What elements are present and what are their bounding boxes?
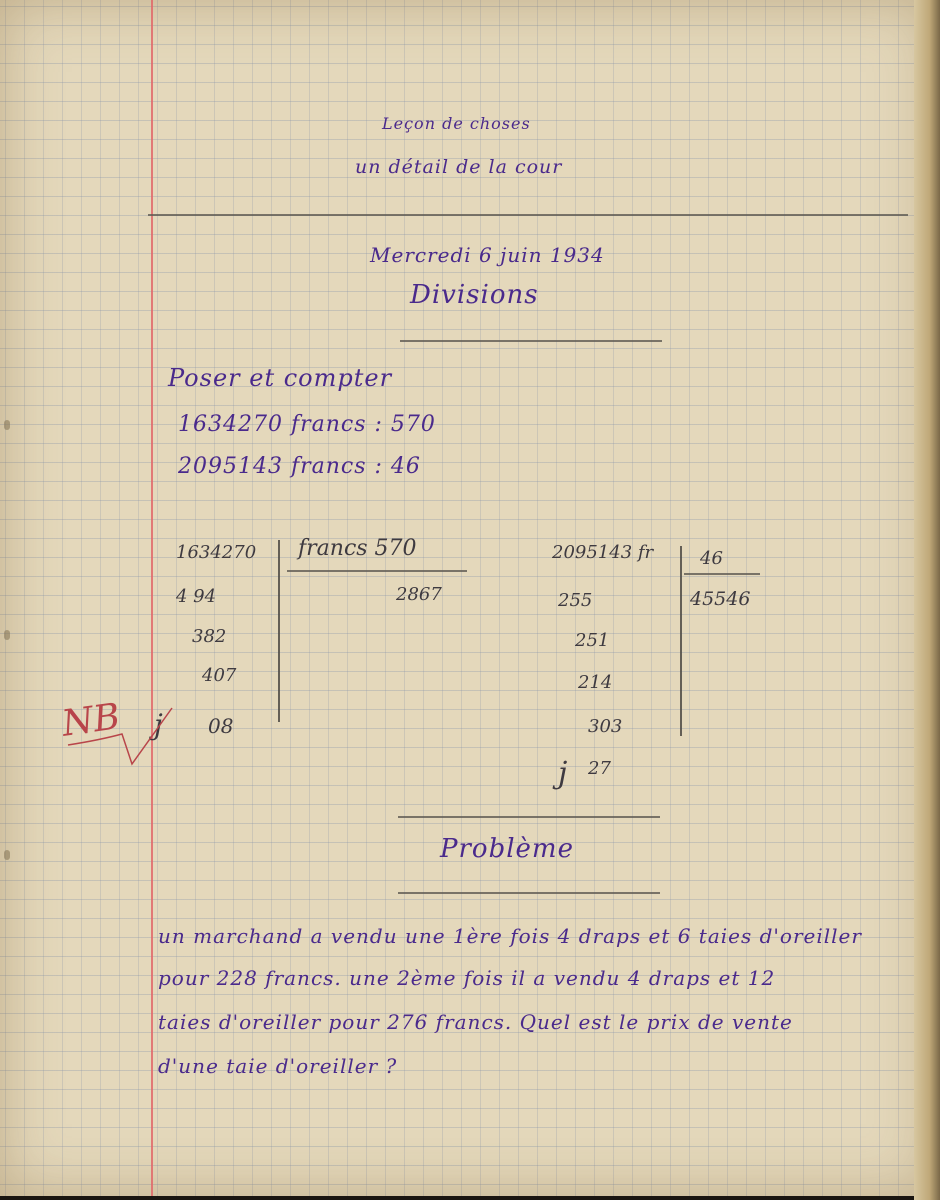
- teacher-check-icon: [60, 690, 180, 780]
- division1-quotient: 2867: [396, 584, 442, 605]
- division2-vertical-bar: [680, 546, 682, 736]
- problem-line: un marchand a vendu une 1ère fois 4 draps et 6 taies d'oreiller: [158, 924, 862, 948]
- lesson-label: Leçon de choses: [382, 114, 531, 133]
- division2-remainder-mark: j: [558, 756, 568, 791]
- division1-step: 4 94: [176, 586, 217, 607]
- division1-step: 407: [202, 665, 237, 686]
- division2-step: 255: [558, 590, 593, 611]
- teacher-mark: NB: [59, 696, 123, 745]
- division1-divisor: francs 570: [298, 536, 417, 561]
- title-underline: [400, 340, 662, 342]
- lesson-title: un détail de la cour: [355, 156, 563, 178]
- section-divider: [148, 214, 908, 216]
- binding-hole: [4, 420, 10, 430]
- division2-horizontal-bar: [684, 573, 760, 575]
- date-line: Mercredi 6 juin 1934: [370, 243, 605, 267]
- division1-step: 382: [192, 626, 227, 647]
- problem-line: pour 228 francs. une 2ème fois il a vendu 4 draps et 12: [158, 966, 776, 990]
- division1-remainder: 08: [208, 714, 234, 738]
- division2-quotient: 45546: [690, 588, 751, 610]
- division2-step: 214: [578, 672, 613, 693]
- binding-hole: [4, 630, 10, 640]
- division2-step: 251: [575, 630, 610, 651]
- problem-title: Problème: [440, 834, 574, 864]
- page-edge-stack: [914, 0, 940, 1200]
- division2-remainder: 27: [588, 758, 611, 779]
- division1-dividend: 1634270: [176, 542, 257, 563]
- problem-title-underline: [398, 892, 660, 894]
- exercise-line: 1634270 francs : 570: [178, 412, 436, 437]
- problem-line: taies d'oreiller pour 276 francs. Quel est le prix de vente: [158, 1010, 793, 1034]
- division1-vertical-bar: [278, 540, 280, 722]
- margin-line: [151, 0, 153, 1196]
- exercise-instruction: Poser et compter: [168, 364, 393, 392]
- section-divider: [398, 816, 660, 818]
- division2-step: 303: [588, 716, 623, 737]
- division2-dividend: 2095143 fr: [552, 542, 654, 563]
- exercise-line: 2095143 francs : 46: [178, 454, 421, 479]
- section-title: Divisions: [410, 280, 539, 310]
- binding-hole: [4, 850, 10, 860]
- problem-line: d'une taie d'oreiller ?: [158, 1054, 398, 1078]
- division1-horizontal-bar: [287, 570, 467, 572]
- division1-remainder-mark: j: [154, 708, 163, 741]
- division2-divisor: 46: [700, 548, 723, 569]
